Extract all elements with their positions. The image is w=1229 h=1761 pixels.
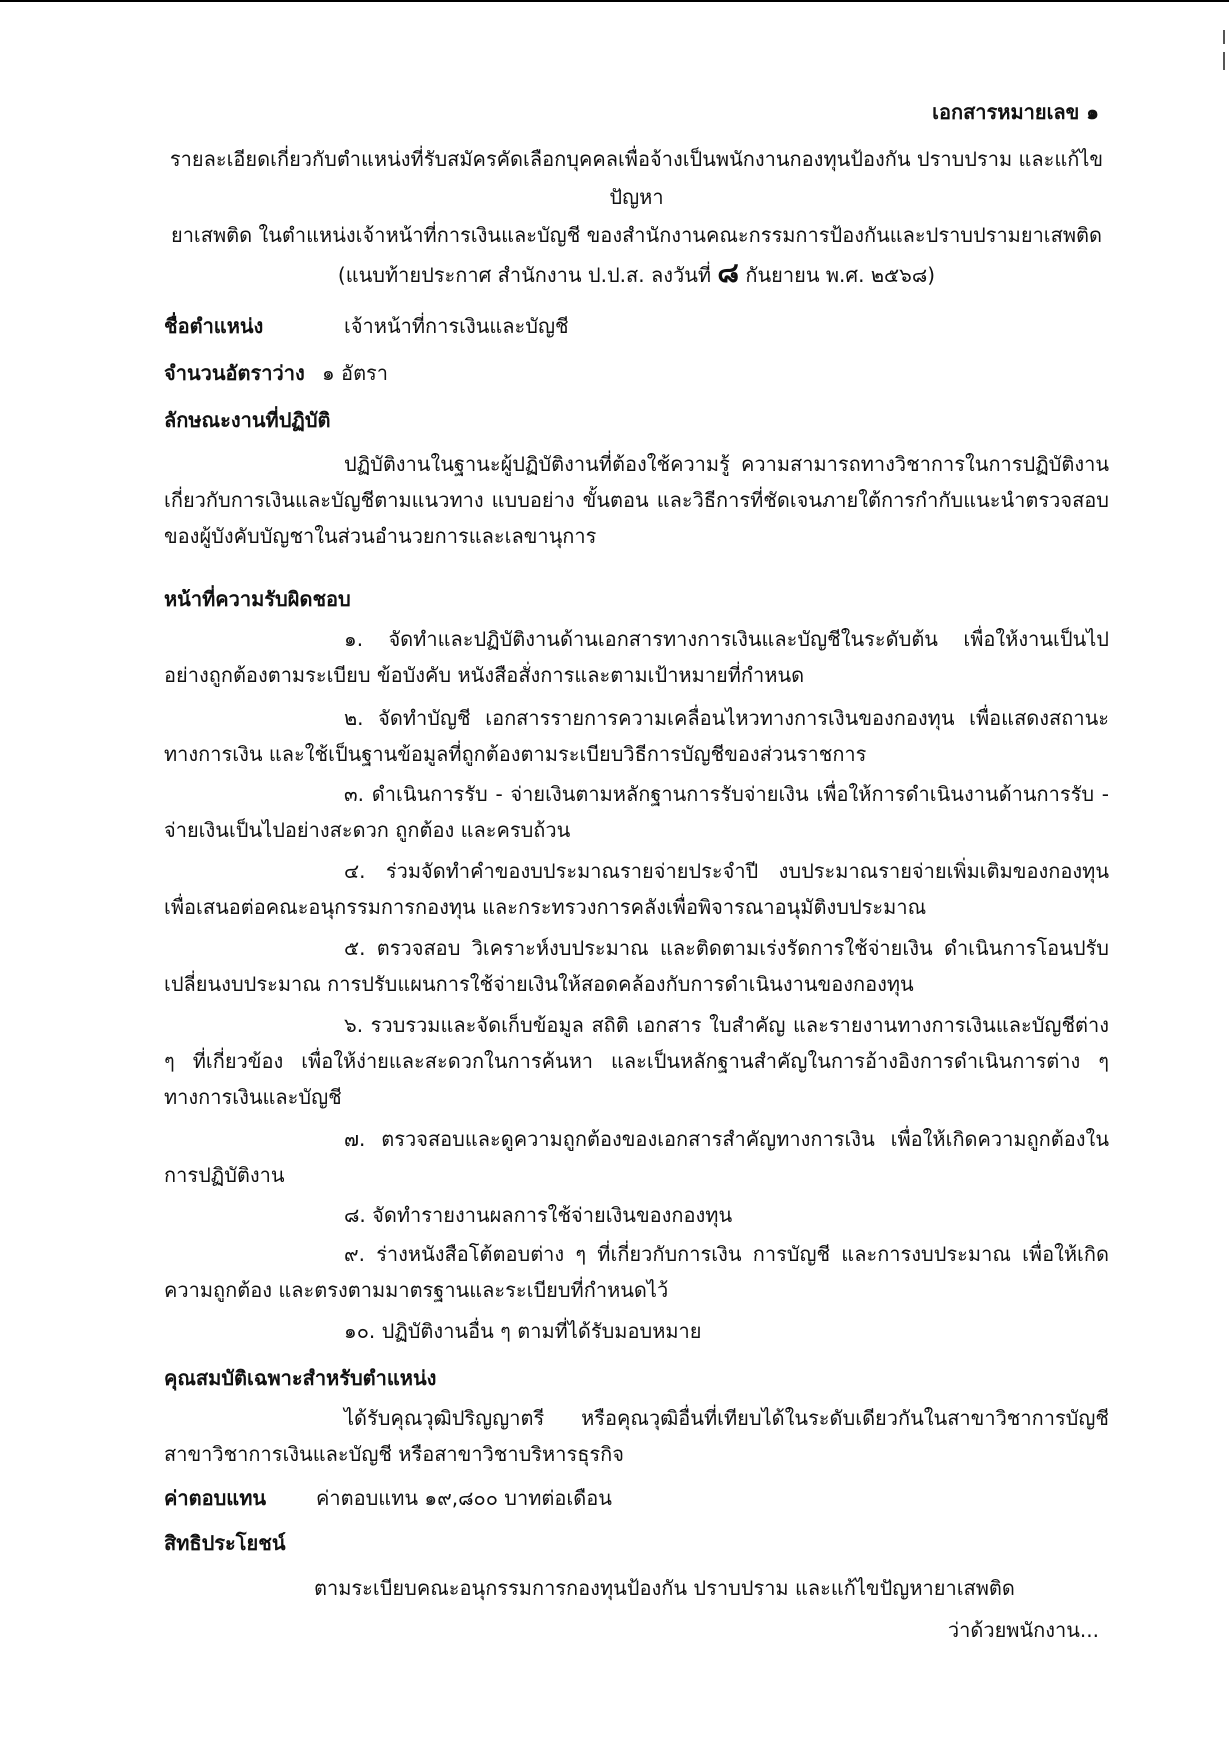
vacancies-value: ๑ อัตรา	[322, 361, 389, 385]
qualifications-title: คุณสมบัติเฉพาะสำหรับตำแหน่ง	[164, 1366, 437, 1390]
duty-item-10: ๑๐. ปฏิบัติงานอื่น ๆ ตามที่ได้รับมอบหมาย	[344, 1319, 702, 1343]
job-nature-text: ปฏิบัติงานในฐานะผู้ปฏิบัติงานที่ต้องใช้ความรู้ ความสามารถทางวิชาการในการปฏิบัติงานเกี่ยวกับการเงินและบัญชีตามแนวทาง แบบอย่าง ขั้นตอน และวิธีการที่ชัดเจนภายใต้การกำกับแนะนำตรวจสอบของผู้บังคับบัญชาในส่วนอำนวยการและเลขานุการ	[164, 452, 1109, 548]
duty-item-2: ๒. จัดทำบัญชี เอกสารรายการความเคลื่อนไหวทางการเงินของกองทุน เพื่อแสดงสถานะทางการเงิน และใช้เป็นฐานข้อมูลที่ถูกต้องตามระเบียบวิธีการบัญชีของส่วนราชการ	[164, 706, 1109, 766]
position-label: ชื่อตำแหน่ง	[164, 314, 264, 338]
vacancies-row	[164, 355, 388, 391]
compensation-row	[164, 1480, 612, 1516]
duty-item-9: ๙. ร่างหนังสือโต้ตอบต่าง ๆ ที่เกี่ยวกับการเงิน การบัญชี และการงบประมาณ เพื่อให้เกิดความถูกต้อง และตรงตามมาตรฐานและระเบียบที่กำหนดไว้	[164, 1242, 1109, 1302]
heading-suffix: กันยายน พ.ศ. ๒๕๖๘)	[745, 263, 936, 287]
benefits-title: สิทธิประโยชน์	[164, 1531, 286, 1555]
position-row	[164, 308, 569, 344]
duty-item-3: ๓. ดำเนินการรับ - จ่ายเงินตามหลักฐานการรับจ่ายเงิน เพื่อให้การดำเนินงานด้านการรับ - จ่ายเงินเป็นไปอย่างสะดวก ถูกต้อง และครบถ้วน	[164, 782, 1109, 842]
document-heading	[164, 140, 1109, 294]
duty-item-6: ๖. รวบรวมและจัดเก็บข้อมูล สถิติ เอกสาร ใบสำคัญ และรายงานทางการเงินและบัญชีต่าง ๆ ที่เกี่ยวข้อง เพื่อให้ง่ายและสะดวกในการค้นหา และเป็นหลักฐานสำคัญในการอ้างอิงการดำเนินการต่าง ๆ ทางการเงินและบัญชี	[164, 1013, 1109, 1109]
compensation-label: ค่าตอบแทน	[164, 1486, 267, 1510]
duty-item-1: ๑. จัดทำและปฏิบัติงานด้านเอกสารทางการเงินและบัญชีในระดับต้น เพื่อให้งานเป็นไปอย่างถูกต้องตามระเบียบ ข้อบังคับ หนังสือสั่งการและตามเป้าหมายที่กำหนด	[164, 627, 1109, 687]
duty-item-4: ๔. ร่วมจัดทำคำของบประมาณรายจ่ายประจำปี งบประมาณรายจ่ายเพิ่มเติมของกองทุนเพื่อเสนอต่อคณะอนุกรรมการกองทุน และกระทรวงการคลังเพื่อพิจารณาอนุมัติงบประมาณ	[164, 859, 1109, 919]
heading-prefix: (แนบท้ายประกาศ สำนักงาน ป.ป.ส. ลงวันที่	[337, 263, 712, 287]
duty-item-5: ๕. ตรวจสอบ วิเคราะห์งบประมาณ และติดตามเร่งรัดการใช้จ่ายเงิน ดำเนินการโอนปรับเปลี่ยนงบประมาณ การปรับแผนการใช้จ่ายเงินให้สอดคล้องกับการดำเนินงานของกองทุน	[164, 936, 1109, 996]
document-number: เอกสารหมายเลข ๑	[932, 100, 1099, 124]
duty-item-8: ๘. จัดทำรายงานผลการใช้จ่ายเงินของกองทุน	[344, 1203, 733, 1227]
compensation-value: ค่าตอบแทน ๑๙,๘๐๐ บาทต่อเดือน	[316, 1486, 612, 1510]
scan-edge-mark	[1223, 52, 1225, 70]
heading-day: ๘	[717, 256, 740, 289]
benefits-text: ตามระเบียบคณะอนุกรรมการกองทุนป้องกัน ปราบปราม และแก้ไขปัญหายาเสพติด	[314, 1576, 1015, 1600]
qualifications-text: ได้รับคุณวุฒิปริญญาตรี หรือคุณวุฒิอื่นที่เทียบได้ในระดับเดียวกันในสาขาวิชาการบัญชี สาขาวิชาการเงินและบัญชี หรือสาขาวิชาบริหารธุรกิจ	[164, 1406, 1109, 1466]
heading-line-3	[164, 254, 1109, 294]
vacancies-label: จำนวนอัตราว่าง	[164, 361, 305, 385]
position-value: เจ้าหน้าที่การเงินและบัญชี	[344, 314, 569, 338]
heading-line-1: รายละเอียดเกี่ยวกับตำแหน่งที่รับสมัครคัดเลือกบุคคลเพื่อจ้างเป็นพนักงานกองทุนป้องกัน ปราบปราม และแก้ไขปัญหา	[169, 147, 1104, 209]
job-nature-title: ลักษณะงานที่ปฏิบัติ	[164, 408, 331, 432]
heading-line-2: ยาเสพติด ในตำแหน่งเจ้าหน้าที่การเงินและบัญชี ของสำนักงานคณะกรรมการป้องกันและปราบปรามยาเสพติด	[170, 223, 1103, 247]
scan-edge-mark	[1223, 30, 1225, 44]
page-continuation: ว่าด้วยพนักงาน...	[947, 1618, 1099, 1642]
duty-item-7: ๗. ตรวจสอบและดูความถูกต้องของเอกสารสำคัญทางการเงิน เพื่อให้เกิดความถูกต้องในการปฏิบัติงาน	[164, 1127, 1109, 1187]
duties-title: หน้าที่ความรับผิดชอบ	[164, 587, 351, 611]
page-top-border	[0, 0, 1229, 2]
